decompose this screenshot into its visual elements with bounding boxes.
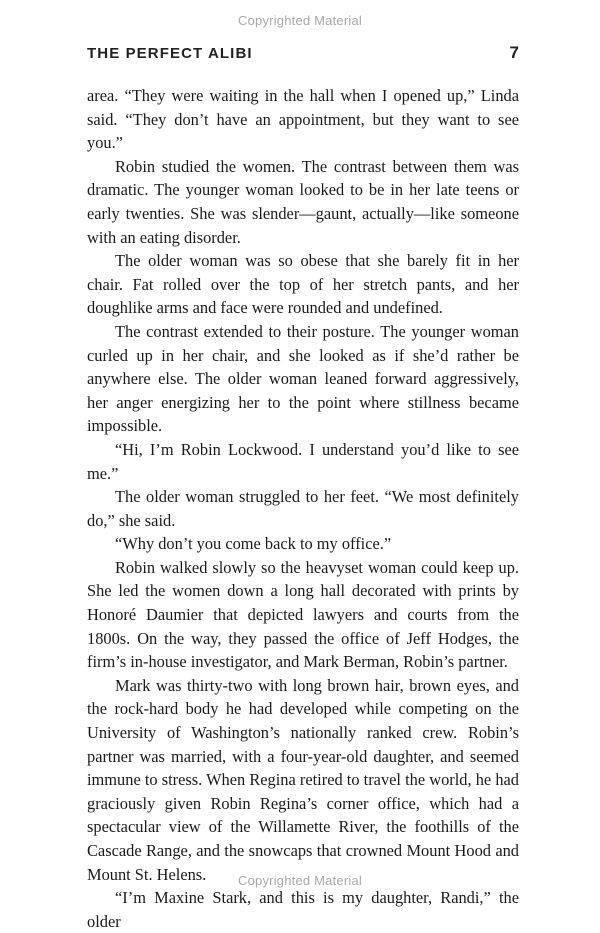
page-body	[87, 84, 519, 933]
paragraph: Robin studied the women. The contrast between them was dramatic. The younger woman looked to be in her late teens or early twenties. She was slender—gaunt, actually—like someone with an eating disorder.	[87, 156, 519, 247]
paragraph: Mark was thirty-two with long brown hair, brown eyes, and the rock-hard body he had developed while competing on the University of Washington’s nationally ranked crew. Robin’s partner was married, with a four-year-old daughter, and seemed immune to stress. When Regina retired to travel the world, he had graciously given Robin Regina’s corner office, which had a spectacular view of the Willamette River, the foothills of the Cascade Range, and the snowcaps that crowned Mount Hood and Mount St. Helens.	[87, 675, 519, 884]
paragraph: Robin walked slowly so the heavyset woman could keep up. She led the women down a long hall decorated with prints by Honoré Daumier that depicted lawyers and courts from the 1800s. On the way, they passed the office of Jeff Hodges, the firm’s in-house investigator, and Mark Berman, Robin’s partner.	[87, 557, 519, 672]
paragraph-continued: area. “They were waiting in the hall when I opened up,” Linda said. “They don’t have an appointment, but they want to see you.”	[87, 86, 519, 153]
copyright-watermark-bottom: Copyrighted Material	[238, 873, 362, 888]
paragraph: The older woman struggled to her feet. “We most definitely do,” she said.	[87, 487, 519, 530]
paragraph: The older woman was so obese that she barely fit in her chair. Fat rolled over the top of her stretch pants, and her doughlike arms and face were rounded and undefined.	[87, 251, 519, 318]
book-title: THE PERFECT ALIBI	[87, 45, 253, 62]
paragraph: “Hi, I’m Robin Lockwood. I understand you’d like to see me.”	[87, 439, 519, 483]
paragraph: “Why don’t you come back to my office.”	[115, 534, 392, 554]
paragraph: The contrast extended to their posture. The younger woman curled up in her chair, and she looked as if she’d rather be anywhere else. The older woman leaned forward aggressively, her anger energizing her to the point where stillness became impossible.	[87, 321, 519, 436]
copyright-watermark-top: Copyrighted Material	[238, 13, 362, 28]
running-header	[87, 45, 519, 65]
paragraph-last: “I’m Maxine Stark, and this is my daughter, Randi,” the older	[87, 888, 519, 931]
page-number: 7	[509, 43, 519, 62]
